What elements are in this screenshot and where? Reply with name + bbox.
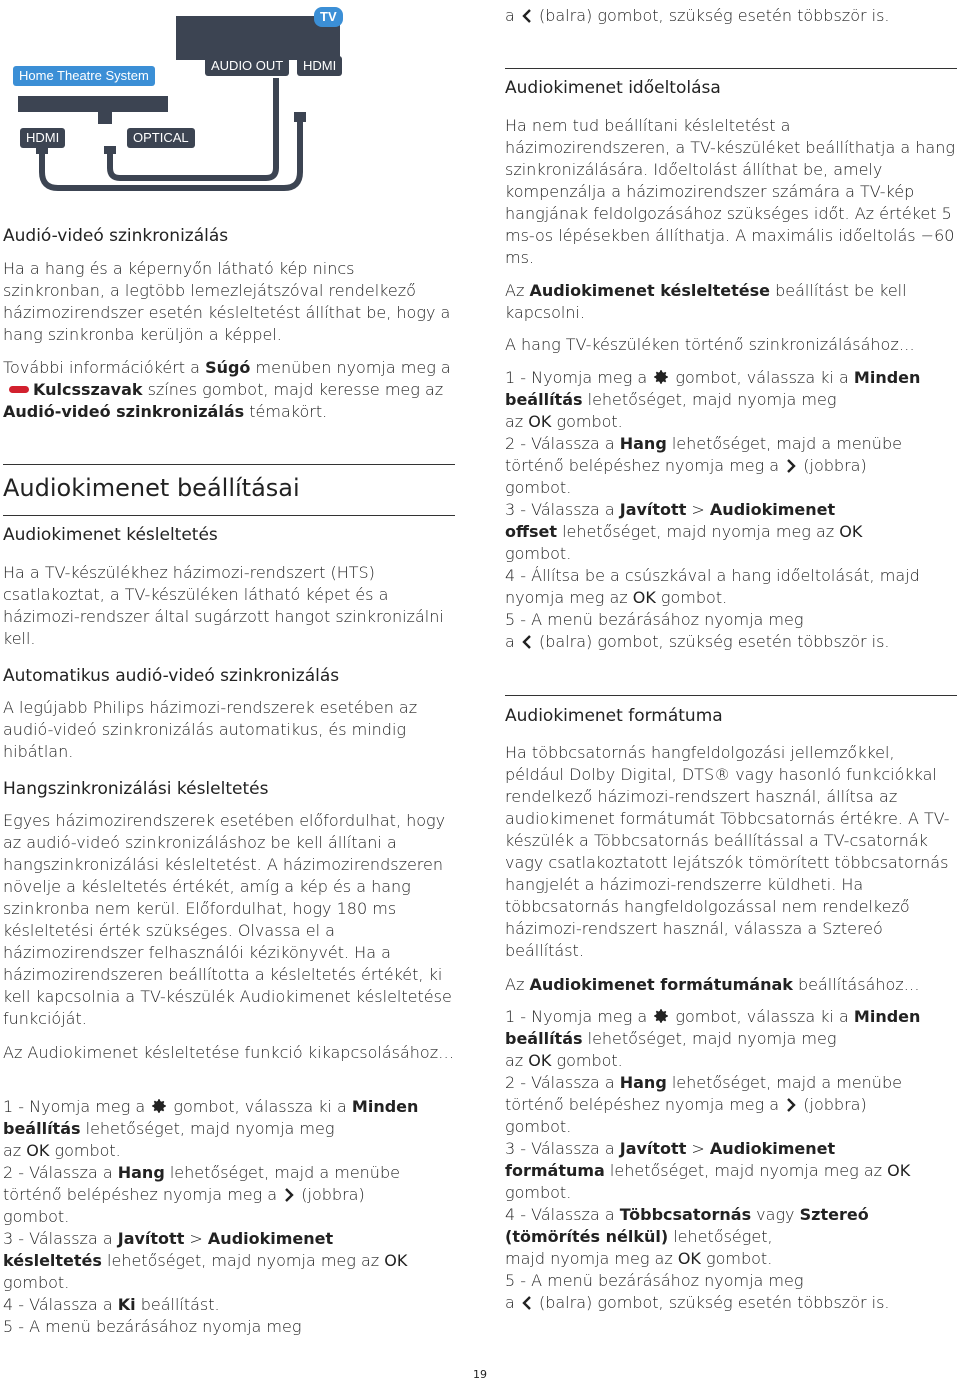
chevron-right-icon (784, 1097, 798, 1113)
left-step-5: 5 - A menü bezárásához nyomja meg (3, 1317, 302, 1336)
format-title: Audiokimenet formátuma (505, 706, 723, 726)
home-theatre-shape (18, 96, 168, 112)
format-intro: Az Audiokimenet formátumának beállításához… (505, 975, 920, 994)
auto-sync-paragraph: A legújabb Philips házimozi-rendszerek esetében az audió-videó szinkronizálás automatikus, és mindig hibátlan. (3, 698, 418, 761)
connection-diagram-graphic (0, 0, 400, 200)
gear-icon (652, 368, 670, 386)
tv-label: TV (314, 7, 343, 27)
chevron-left-icon (520, 8, 534, 24)
left-step-3: 3 - Válassza a Javított > Audiokimenet késleltetés lehetőséget, majd nyomja meg az OK gombot. (3, 1229, 408, 1292)
offset-step-1: 1 - Nyomja meg a gombot, válassza ki a Minden beállítás lehetőséget, majd nyomja meg az OK gombot. (505, 368, 921, 431)
section-rule-top (3, 464, 455, 465)
format-step-3: 3 - Válassza a Javított > Audiokimenet formátuma lehetőséget, majd nyomja meg az OK gombot. (505, 1139, 911, 1202)
offset-rule (505, 68, 957, 69)
hdmi-top-label: HDMI (297, 56, 342, 76)
format-rule (505, 695, 957, 696)
page-number: 19 (473, 1368, 487, 1381)
home-theatre-label: Home Theatre System (13, 66, 155, 86)
format-step-2: 2 - Válassza a Hang lehetőséget, majd a menübe történő belépéshez nyomja meg a (jobbra) gombot. (505, 1073, 902, 1136)
help-link[interactable]: Súgó (205, 358, 251, 377)
sound-delay-paragraph: Egyes házimozirendszerek esetében előfordulhat, hogy az audió-videó szinkronizáláshoz be kell állítani a hangszinkronizálási késleltetést. A házimozirendszeren növelje a késleltetés értékét, amíg a kép és a hang szinkronba nem kerül. Előfordulhat, hogy 180 ms késleltetési érték szükséges. Olvassa el a házimozirendszer felhasználói kézikönyvét. Ha a házimozirendszeren beállította a késleltetés értékét, ki kell kapcsolnia a TV-készülék Audiokimenet késleltetése funkcióját. (3, 811, 452, 1028)
offset-step-4: 4 - Állítsa be a csúszkával a hang időeltolását, majd nyomja meg az OK gombot. (505, 566, 920, 607)
more-info-paragraph: További információkért a Súgó menüben nyomja meg a Kulcsszavak színes gombot, majd keresse meg az Audió-videó szinkronizálás témakört. (3, 358, 451, 421)
left-step-4: 4 - Válassza a Ki beállítást. (3, 1295, 220, 1314)
offset-title: Audiokimenet időeltolása (505, 78, 721, 98)
offset-paragraph: Ha nem tud beállítani késleltetést a házimozirendszeren, a TV-készüléket beállíthatja a hang szinkronizálására. Időeltolást állíthat be, amely kompenzálja a házimozirendszer számára a TV-kép hangjának feldolgozásához szükséges időt. Az értéket 5 ms-os lépésekben állíthatja. A maximális időeltolás −60 ms. (505, 116, 955, 267)
offset-intro: A hang TV-készüléken történő szinkronizálásához… (505, 335, 915, 354)
format-paragraph: Ha többcsatornás hangfeldolgozási jellemzőkkel, például Dolby Digital, DTS® vagy hasonló funkciókkal rendelkező házimozi-rendszert használ, állítsa az audiokimenet formátumát Többcsatornás értékre. A TV-készülék a Többcsatornás beállítással a TV-csatornák vagy csatlakoztatott lejátszók tömörített többcsatornás hangjelét a házimozi-rendszerre küldheti. Ha többcsatornás hangfeldolgozással nem rendelkező házimozi-rendszert használ, válassza a Sztereó beállítást. (505, 743, 950, 960)
gear-icon (150, 1097, 168, 1115)
av-sync-paragraph: Ha a hang és a képernyőn látható kép nincs szinkronban, a legtöbb lemezlejátszóval rendelkező házimozirendszer esetén késleltetést állíthat be, hogy a hang szinkronba kerüljön a képpel. (3, 259, 451, 344)
red-key-icon (9, 386, 29, 393)
offset-step-2: 2 - Válassza a Hang lehetőséget, majd a menübe történő belépéshez nyomja meg a (jobbra) gombot. (505, 434, 902, 497)
optical-label: OPTICAL (127, 128, 195, 148)
offset-step-3: 3 - Válassza a Javított > Audiokimenet offset lehetőséget, majd nyomja meg az OK gombot. (505, 500, 863, 563)
keywords-key[interactable]: Kulcsszavak (33, 380, 143, 399)
hdmi-bottom-label: HDMI (20, 128, 65, 148)
offset-note: Az Audiokimenet késleltetése beállítást be kell kapcsolni. (505, 281, 907, 322)
sound-delay-title: Hangszinkronizálási késleltetés (3, 779, 269, 799)
left-step-2: 2 - Válassza a Hang lehetőséget, majd a menübe történő belépéshez nyomja meg a (jobbra) gombot. (3, 1163, 400, 1226)
audio-out-label: AUDIO OUT (205, 56, 289, 76)
turn-off-intro: Az Audiokimenet késleltetése funkció kikapcsolásához… (3, 1043, 455, 1062)
gear-icon (652, 1007, 670, 1025)
right-top-continuation: a (balra) gombot, szükség esetén többször is. (505, 6, 890, 25)
format-step-4: 4 - Válassza a Többcsatornás vagy Sztereó (tömörítés nélkül) lehetőséget, majd nyomja meg az OK gombot. (505, 1205, 869, 1268)
chevron-left-icon (520, 1295, 534, 1311)
delay-paragraph: Ha a TV-készülékhez házimozi-rendszert (HTS) csatlakoztat, a TV-készüléken látható képet és a házimozi-rendszer által sugárzott hangot szinkronizálni kell. (3, 563, 444, 648)
chevron-right-icon (282, 1187, 296, 1203)
chevron-left-icon (520, 634, 534, 650)
section-rule-bottom (3, 515, 455, 516)
left-step-1: 1 - Nyomja meg a gombot, válassza ki a Minden beállítás lehetőséget, majd nyomja meg az OK gombot. (3, 1097, 419, 1160)
chevron-right-icon (784, 458, 798, 474)
offset-step-5: 5 - A menü bezárásához nyomja meg a (balra) gombot, szükség esetén többször is. (505, 610, 890, 651)
delay-title: Audiokimenet késleltetés (3, 525, 218, 545)
offset-steps (505, 367, 957, 653)
format-steps (505, 1006, 957, 1314)
left-steps (3, 1096, 455, 1338)
auto-sync-title: Automatikus audió-videó szinkronizálás (3, 666, 340, 686)
format-step-1: 1 - Nyomja meg a gombot, válassza ki a Minden beállítás lehetőséget, majd nyomja meg az OK gombot. (505, 1007, 921, 1070)
av-sync-title: Audió-videó szinkronizálás (3, 226, 229, 246)
connection-diagram (0, 0, 400, 200)
format-step-5: 5 - A menü bezárásához nyomja meg a (balra) gombot, szükség esetén többször is. (505, 1271, 890, 1312)
section-title: Audiokimenet beállításai (3, 474, 300, 502)
